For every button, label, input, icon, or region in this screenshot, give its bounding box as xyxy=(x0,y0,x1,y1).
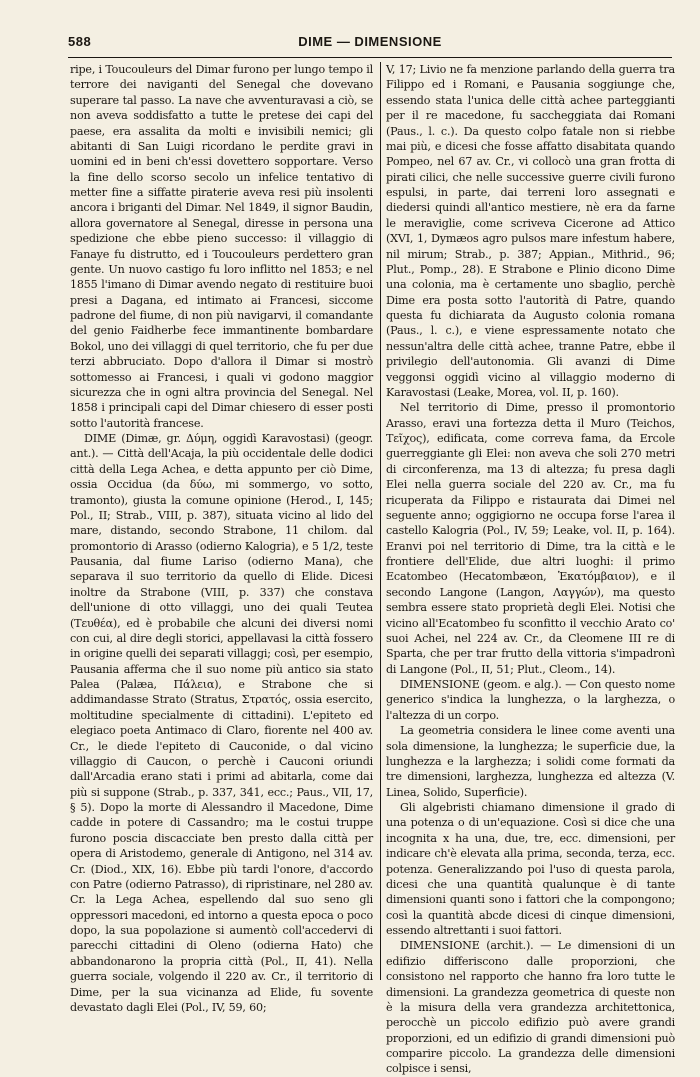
right-column xyxy=(386,62,675,1077)
paragraph-toucouleurs: ripe, i Toucouleurs del Dimar furono per lungo tempo il terrore dei naviganti del Senegal che dovevano superare tal passo. La nave che avventuravasi a ciò, se non aveva soddisfatto a tutte le pretese dei capi del paese, era assalita da molti e invisibili nemici; gli abitanti di San Luigi ricordano le perdite gravi in uomini ed in beni ch'essi dovettero sopportare. Verso la fine dello scorso secolo un infelice tentativo di metter fine a siffatte piraterie aveva resi più insolenti ancora i briganti del Dimar. Nel 1849, il signor Baudin, allora governatore al Senegal, diresse in persona una spedizione che ebbe pieno successo: il villaggio di Fanaye fu distrutto, ed i Toucouleurs perdettero gran gente. Un nuovo castigo fu loro inflitto nel 1853; e nel 1855 l'imano di Dimar avendo negato di restituire buoi presi a Dagana, ed intimato ai Francesi, siccome padrone del fiume, di non più navigarvi, il comandante del genio Faidherbe fece immantinente bombardare Bokol, uno dei villaggi di quel territorio, che fu per due terzi abbruciato. Dopo d'allora il Dimar si mostrò sottomesso ai Francesi, i quali vi godono maggior sicurezza che in ogni altra provincia del Senegal. Nel 1858 i principali capi del Dimar chiesero di esser posti sotto l'autorità francese. xyxy=(70,63,373,430)
paragraph-muro: Nel territorio di Dime, presso il promontorio Arasso, eravi una fortezza detta il Muro (Teichos, Τεῖχος), edificata, come correva fama, da Ercole guerreggiante gli Elei: non aveva che soli 270 metri di circonferenza, ma 13 di altezza; fu presa dagli Elei nella guerra sociale del 220 av. Cr., ma fu ricuperata da Filippo e ristaurata dai Dimei nel seguente anno; oggigiorno ne occupa forse l'area il castello Kalogria (Pol., IV, 59; Leake, vol. II, p. 164). Eranvi poi nel territorio di Dime, tra la città e le frontiere dell'Elide, due altri luoghi: il primo Ecatombeo (Hecatombæon, Ἑκατόμβαιον), e il secondo Langone (Langon, Λαγγών), ma questo sembra essere stato proprietà degli Elei. Notisi che vicino all'Ecatombeo fu sconfitto il vecchio Arato co' suoi Achei, nel 224 av. Cr., da Cleomene III re di Sparta, che per trar frutto della vittoria s'impadronì di Langone (Pol., II, 51; Plut., Cleom., 14). xyxy=(386,401,675,676)
paragraph-algebristi: Gli algebristi chiamano dimensione il grado di una potenza o di un'equazione. Così si dice che una incognita x ha una, due, tre, ecc. dimensioni, per indicare ch'è elevata alla prima, seconda, terza, ecc. potenza. Generalizzando poi l'uso di questa parola, dicesi che una quantità qualunque è di tante dimensioni quanti sono i fattori che la compongono; così la quantità abcde dicesi di cinque dimensioni, essendo altrettanti i suoi fattori. xyxy=(386,801,675,937)
paragraph-geometria: La geometria considera le linee come aventi una sola dimensione, la lunghezza; le superficie due, la lunghezza e la larghezza; i solidi come formati da tre dimensioni, larghezza, lunghezza ed altezza (V. Linea, Solido, Superficie). xyxy=(386,724,675,799)
entry-dimensione-archit: DIMENSIONE (archit.). — Le dimensioni di un edifizio differiscono dalle proporzioni, che consistono nel rapporto che hanno fra loro tutte le dimensioni. La grandezza geometrica di queste non è la misura della vera grandezza architettonica, perocchè un piccolo edifizio può avere grandi proporzioni, ed un edifizio di grandi dimensioni può comparire piccolo. La grandezza delle dimensioni colpisce i sensi, xyxy=(386,939,675,1076)
column-divider xyxy=(380,62,381,980)
running-title: DIME — DIMENSIONE xyxy=(298,34,442,49)
page-header xyxy=(68,34,672,56)
paragraph-dime-continued: V, 17; Livio ne fa menzione parlando della guerra tra Filippo ed i Romani, e Pausania soggiunge che, essendo stata l'unica delle città achee parteggianti per il re macedone, fu saccheggiata dai Romani (Paus., l. c.). Da questo colpo fatale non si riebbe mai più, e dicesi che fosse affatto disabitata quando Pompeo, nel 67 av. Cr., vi collocò una gran frotta di pirati cilici, che nelle successive guerre civili furono espulsi, in parte, dai terreni loro assegnati e diedersi quindi all'antico mestiere, nè era da farne le meraviglie, come scriveva Cicerone ad Attico (XVI, 1, Dymæos agro pulsos mare infestum habere, nil mirum; Strab., p. 387; Appian., Mithrid., 96; Plut., Pomp., 28). E Strabone e Plinio dicono Dime una colonia, ma è certamente uno sbaglio, perchè Dime era posta sotto l'autorità di Patre, quando questa fu dichiarata da Augusto colonia romana (Paus., l. c.), e viene espressamente notato che nessun'altra delle città achee, tranne Patre, ebbe il privilegio dell'autonomia. Gli avanzi di Dime veggonsi oggidì vicino al villaggio moderno di Karavostasi (Leake, Morea, vol. II, p. 160). xyxy=(386,63,675,399)
entry-dimensione-geom: DIMENSIONE (geom. e alg.). — Con questo nome generico s'indica la lunghezza, o la larghezza, o l'altezza di un corpo. xyxy=(386,678,675,722)
left-column xyxy=(70,62,373,1015)
page-number: 588 xyxy=(68,34,92,49)
entry-dime: DIME (Dimæ, gr. Δύμη, oggidì Karavostasi) (geogr. ant.). — Città dell'Acaja, la più occidentale delle dodici città della Lega Achea, e detta appunto per ciò Dime, ossia Occidua (da δύω, mi sommergo, vo sotto, tramonto), giusta la comune opinione (Herod., I, 145; Pol., II; Strab., VIII, p. 387), situata vicino al lido del mare, distando, secondo Strabone, 11 chilom. dal promontorio di Arasso (odierno Kalogria), e 5 1/2, teste Pausania, dal fiume Lariso (odierno Mana), che separava il suo territorio da quello di Elide. Dicesi inoltre da Strabone (VIII, p. 337) che constava dell'unione di otto villaggi, uno dei quali Teutea (Τευθέα), ed è probabile che alcuni dei diversi nomi con cui, al dire degli storici, appellavasi la città fossero in origine quelli dei separati villaggi; così, per esempio, Pausania afferma che il suo nome più antico sia stato Palea (Palæa, Πάλεια), e Strabone che si addimandasse Strato (Stratus, Στρατός, ossia esercito, moltitudine specialmente di cittadini). L'epiteto ed elegiaco poeta Antimaco di Claro, fiorente nel 400 av. Cr., le diede l'epiteto di Cauconide, o dal vicino villaggio di Caucon, o perchè i Cauconi oriundi dall'Arcadia erano stati i primi ad abitarla, come dai più si suppone (Strab., p. 337, 341, ecc.; Paus., VII, 17, § 5). Dopo la morte di Alessandro il Macedone, Dime cadde in potere di Cassandro; ma le costui truppe furono poscia discacciate ben presto dalla città per opera di Aristodemo, generale di Antigono, nel 314 av. Cr. (Diod., XIX, 16). Ebbe più tardi l'onore, d'accordo con Patre (odierno Patrasso), di ripristinare, nel 280 av. Cr. la Lega Achea, espellendo dal suo seno gli oppressori macedoni, ed intorno a questa epoca o poco dopo, la sua popolazione si aumentò coll'accedervi di parecchi cittadini di Oleno (odierna Hato) che abbandonarono la propria città (Pol., II, 41). Nella guerra sociale, volgendo il 220 av. Cr., il territorio di Dime, per la sua vicinanza ad Elide, fu sovente devastato dagli Elei (Pol., IV, 59, 60; xyxy=(70,432,373,1014)
header-rule xyxy=(68,57,672,58)
